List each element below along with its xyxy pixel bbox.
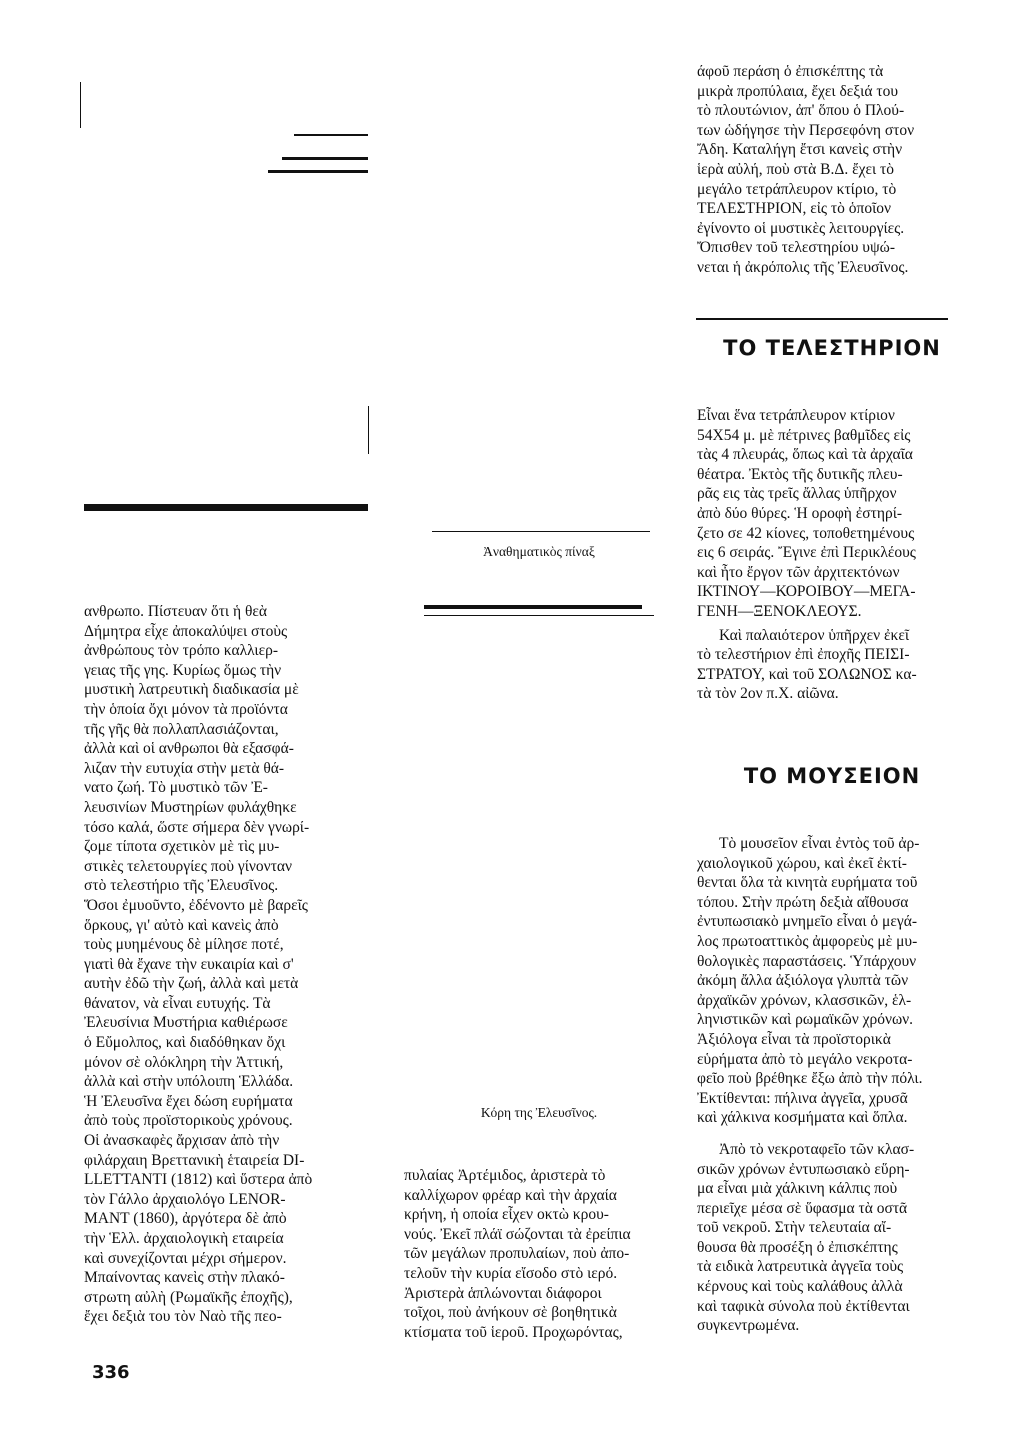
middle-column-text [404, 1166, 684, 1342]
text-line: των ὡδήγησε τὴν Περσεφόνη στον [697, 121, 915, 139]
text-line: Ἡ Ἐλευσῖνα ἔχει δώση ευρήματα [84, 1092, 293, 1110]
text-line: πυλαίας Ἀρτέμιδος, ἀριστερὰ τὸ [404, 1167, 606, 1184]
text-line: ΓΕΝΗ—ΞΕΝΟΚΛΕΟΥΣ. [697, 602, 862, 620]
text-line: καὶ ταφικὰ σύνολα ποὺ ἐκτίθενται [697, 1297, 910, 1315]
text-line: τοὺς μυημένους δὲ μίλησε ποτέ, [84, 936, 284, 954]
text-line: τὸ πλουτώνιον, ἀπ' ὅπου ὁ Πλού- [697, 102, 905, 120]
heading-telesterion: ΤΟ ΤΕΛΕΣΤΗΡΙΟΝ [723, 336, 941, 360]
text-line: ὅρκους, γι' αὐτὸ καὶ κανεὶς ἀπὸ [84, 916, 279, 934]
museum-paragraph-1 [697, 834, 959, 1128]
text-line: ἀλλὰ καὶ στὴν υπόλοιπη Ἑλλάδα. [84, 1073, 294, 1091]
text-line: τόσο καλά, ὥστε σήμερα δὲν γνωρί- [84, 818, 310, 836]
text-line: Ἄδη. Καταλήγη ἔτσι κανεὶς στὴν [697, 141, 903, 159]
text-line: άφοῦ περάση ὁ ἐπισκέπτης τὰ [697, 63, 884, 80]
left-top-vertical-mark [80, 82, 81, 128]
text-line: στρωτη αὐλὴ (Ρωμαϊκῆς ἐποχῆς), [84, 1288, 293, 1306]
text-line: ζομε τίποτα σχετικὸν μὲ τὶς μυ- [84, 838, 280, 856]
text-line: ἀπὸ δύο θύρες. Ἡ οροφὴ ἐστηρί- [697, 504, 903, 522]
left-paragraph [84, 602, 370, 1327]
text-line: Ὅσοι ἐμυοῦντο, ἐδένοντο μὲ βαρεῖς [84, 896, 308, 914]
text-line: περιεῖχε μέσα σὲ ὕφασμα τὰ οστᾶ [697, 1199, 908, 1217]
text-line: 54Χ54 μ. μὲ πέτρινες βαθμῖδες εἰς [697, 426, 911, 444]
text-line: ἀπὸ τοὺς προϊστορικοὺς χρόνους. [84, 1112, 293, 1130]
text-line: ΙΚΤΙΝΟΥ—ΚΟΡΟΙΒΟΥ—ΜΕΓΑ- [697, 583, 916, 601]
text-line: ἀρχαϊκῶν χρόνων, κλασσικῶν, ἑλ- [697, 991, 912, 1009]
left-mid-vertical-mark [368, 406, 369, 454]
text-line: τῆς γῆς θὰ πολλαπλασιάζονται, [84, 720, 279, 738]
text-line: Οἱ ἀνασκαφὲς ἄρχισαν ἀπὸ τὴν [84, 1132, 280, 1150]
text-line: μυστικὴ λατρευτικὴ διαδικασία μὲ [84, 681, 299, 699]
text-line: τὴν ὁποία ὄχι μόνον τὰ προϊόντα [84, 700, 288, 718]
text-line: μόνον σὲ ολόκληρη τὴν Ἀττική, [84, 1053, 284, 1071]
text-line: ἀλλὰ καὶ οἱ ανθρωποι θὰ εξασφά- [84, 740, 294, 758]
telesterion-text [697, 406, 959, 704]
text-line: τὰ ειδικὰ λατρευτικὰ ἀγγεῖα τοὺς [697, 1258, 904, 1276]
text-line: θέατρα. Ἐκτὸς τῆς δυτικῆς πλευ- [697, 465, 903, 483]
text-line: θενται ὅλα τὰ κινητὰ ευρήματα τοῦ [697, 874, 918, 892]
text-line: ὁ Εὔμολπος, καὶ διαδόθηκαν ὄχι [84, 1034, 286, 1052]
text-line: ἀκόμη ἄλλα ἀξιόλογα γλυπτὰ τῶν [697, 972, 909, 990]
text-line: τὰς 4 πλευράς, ὅπως καὶ τὰ ἀρχαῖα [697, 446, 913, 464]
left-top-rule-2 [282, 157, 368, 160]
text-line: μα εἶναι μιὰ χάλκινη κάλπις ποὺ [697, 1180, 898, 1198]
text-line: Ὄπισθεν τοῦ τελεστηρίου υψώ- [697, 239, 896, 257]
text-line: τὰ τὸν 2ον π.Χ. αἰῶνα. [697, 685, 839, 703]
text-line: ἐγίνοντο οἱ μυστικὲς λειτουργίες. [697, 219, 905, 237]
text-line: μεγάλο τετράπλευρον κτίριο, τὸ [697, 180, 897, 198]
caption-votive-tablet: Ἀναθηματικὸς πίναξ [483, 544, 595, 559]
text-line: ανθρωπο. Πίστευαν ὅτι ἡ θεὰ [84, 603, 268, 620]
text-line: φιλάρχαιη Βρεττανικὴ ἑταιρεία DI- [84, 1151, 305, 1169]
text-line: ἀνθρώπους τὸν τρόπο καλλιερ- [84, 642, 278, 660]
text-line: ζετο σε 42 κίονες, τοποθετημένους [697, 524, 915, 542]
text-line: MANT (1860), ἀργότερα δὲ ἀπὸ [84, 1210, 287, 1228]
text-line: καὶ χάλκινα κοσμήματα καὶ ὅπλα. [697, 1109, 908, 1127]
text-line: Ἀπὸ τὸ νεκροταφεῖο τῶν κλασ- [719, 1140, 915, 1158]
right-top-rule [696, 318, 948, 320]
text-line: τοῦ νεκροῦ. Στὴν τελευταία αἴ- [697, 1219, 892, 1237]
text-line: ΤΕΛΕΣΤΗΡΙΟΝ, εἰς τὸ ὁποῖον [697, 200, 892, 218]
text-line: ρᾶς εις τὰς τρεῖς ἄλλας ὑπῆρχον [697, 485, 897, 503]
text-line: λευσινίων Μυστηρίων φυλάχθηκε [84, 798, 297, 816]
text-line: νούς. Ἐκεῖ πλάϊ σώζονται τὰ ἐρείπια [404, 1225, 631, 1243]
left-mid-bar [84, 504, 368, 511]
text-line: κρήνη, ἡ οποία εἶχεν οκτὼ κρου- [404, 1206, 609, 1224]
text-line: ληνιστικῶν καὶ ρωμαϊκῶν χρόνων. [697, 1011, 914, 1029]
text-line: καὶ ἦτο ἔργον τῶν ἀρχιτεκτόνων [697, 563, 900, 581]
middle-mid-rule [424, 615, 654, 616]
text-line: εις 6 σειράς. Ἔγινε ἐπὶ Περικλέους [697, 544, 916, 562]
left-top-rule-1 [294, 134, 368, 136]
text-line: τῶν μεγάλων προπυλαίων, ποὺ ἀπο- [404, 1245, 630, 1263]
text-line: λος πρωτοαττικὸς ἀμφορεὺς μὲ μυ- [697, 932, 918, 950]
text-line: ΣΤΡΑΤΟΥ, καὶ τοῦ ΣΟΛΩΝΟΣ κα- [697, 665, 917, 683]
text-line: φεῖο ποὺ βρέθηκε ἔξω ἀπὸ τὴν πόλι. [697, 1070, 923, 1088]
text-line: μικρὰ προπύλαια, ἔχει δεξιά του [697, 82, 898, 100]
text-line: τὸ τελεστήριον ἐπὶ ἐποχῆς ΠΕΙΣΙ- [697, 646, 910, 664]
text-line: Εἶναι ἕνα τετράπλευρον κτίριον [697, 407, 895, 424]
left-column-text [84, 602, 370, 1327]
text-line: ἐντυπωσιακὸ μνημεῖο εἶναι ὁ μεγά- [697, 913, 917, 931]
text-line: νεται ἡ ἀκρόπολις τῆς Ἐλευσῖνος. [697, 258, 909, 276]
text-line: θάνατον, νὰ εἶναι ευτυχής. Τὰ [84, 994, 271, 1012]
text-line: ἔχει δεξιὰ του τὸν Ναὸ τῆς πεο- [84, 1308, 282, 1326]
right-top-paragraph [697, 62, 959, 278]
text-line: τόπου. Στὴν πρώτη δεξιὰ αἴθουσα [697, 893, 909, 911]
text-line: αυτὴν ἐδῶ τὴν ζωή, ἀλλὰ καὶ μετὰ [84, 975, 299, 993]
text-line: τὸν Γάλλο ἀρχαιολόγο LENOR- [84, 1190, 286, 1208]
telesterion-paragraph-1 [697, 406, 959, 622]
middle-paragraph [404, 1166, 684, 1342]
text-line: Καὶ παλαιότερον ὑπῆρχεν ἐκεῖ [719, 626, 910, 644]
text-line: θολογικὲς παραστάσεις. Ὑπάρχουν [697, 952, 917, 970]
text-line: θουσα θὰ προσέξη ὁ ἐπισκέπτης [697, 1238, 898, 1256]
text-line: καὶ συνεχίζονται μέχρι σήμερον. [84, 1249, 287, 1267]
text-line: κτίσματα τοῦ ἱεροῦ. Προχωρόντας, [404, 1323, 623, 1341]
text-line: ἱερὰ αὐλή, ποὺ στὰ Β.Δ. ἔχει τὸ [697, 160, 894, 178]
text-line: εὑρήματα ἀπὸ τὸ μεγάλο νεκροτα- [697, 1050, 913, 1068]
text-line: χαιολογικοῦ χώρου, καὶ ἐκεῖ ἐκτί- [697, 854, 907, 872]
text-line: γειας τῆς γης. Κυρίως ὅμως τὴν [84, 661, 282, 679]
text-line: Τὸ μουσεῖον εἶναι ἐντὸς τοῦ ἀρ- [719, 835, 920, 852]
caption-kore-of-eleusis: Κόρη της Ἐλευσῖνος. [480, 1105, 598, 1120]
text-line: Δήμητρα εἶχε ἀποκαλύψει στοὺς [84, 622, 288, 640]
text-line: λιζαν τὴν ευτυχία στὴν μετὰ θά- [84, 759, 285, 777]
telesterion-paragraph-2 [697, 626, 959, 704]
text-line: στικὲς τελετουργίες ποὺ γίνονταν [84, 857, 293, 875]
text-line: Ἐκτίθενται: πήλινα ἀγγεῖα, χρυσᾶ [697, 1089, 908, 1107]
text-line: Ἐλευσίνια Μυστήρια καθιέρωσε [84, 1014, 288, 1032]
middle-mid-bar [424, 605, 642, 609]
text-line: συγκεντρωμένα. [697, 1317, 800, 1335]
text-line: καλλίχωρον φρέαρ καὶ τὴν ἀρχαία [404, 1186, 617, 1204]
right-column-top [697, 62, 959, 278]
text-line: Ἀξιόλογα εἶναι τὰ προϊστορικὰ [697, 1030, 891, 1048]
text-line: σικῶν χρόνων ἐντυπωσιακὸ εὕρη- [697, 1160, 910, 1178]
text-line: στὸ τελεστήριο τῆς Ἐλευσῖνος. [84, 877, 279, 895]
text-line: Μπαίνοντας κανεὶς στὴν πλακό- [84, 1269, 285, 1287]
text-line: τοῖχοι, ποὺ ἀνήκουν σὲ βοηθητικὰ [404, 1304, 617, 1322]
text-line: LLETTANTI (1812) καὶ ὕστερα ἀπὸ [84, 1171, 313, 1189]
heading-museum: ΤΟ ΜΟΥΣΕΙΟΝ [743, 764, 921, 788]
middle-top-rule [432, 531, 650, 532]
text-line: τὴν Ἑλλ. ἀρχαιολογικὴ εταιρεία [84, 1230, 284, 1247]
text-line: γιατὶ θὰ ἔχανε τὴν ευκαιρία καὶ σ' [84, 955, 294, 973]
page-number: 336 [92, 1362, 130, 1383]
text-line: νατο ζωή. Τὸ μυστικὸ τῶν Ἐ- [84, 779, 268, 797]
museum-paragraph-2 [697, 1140, 959, 1336]
left-top-rule-3 [268, 170, 368, 173]
museum-text [697, 834, 959, 1336]
text-line: κέρνους καὶ τοὺς καλάθους ἀλλὰ [697, 1278, 903, 1296]
text-line: τελοῦν τὴν κυρία εἴσοδο στὸ ιερό. [404, 1264, 618, 1282]
text-line: Ἀριστερὰ ἁπλώνονται διάφοροι [404, 1284, 602, 1302]
